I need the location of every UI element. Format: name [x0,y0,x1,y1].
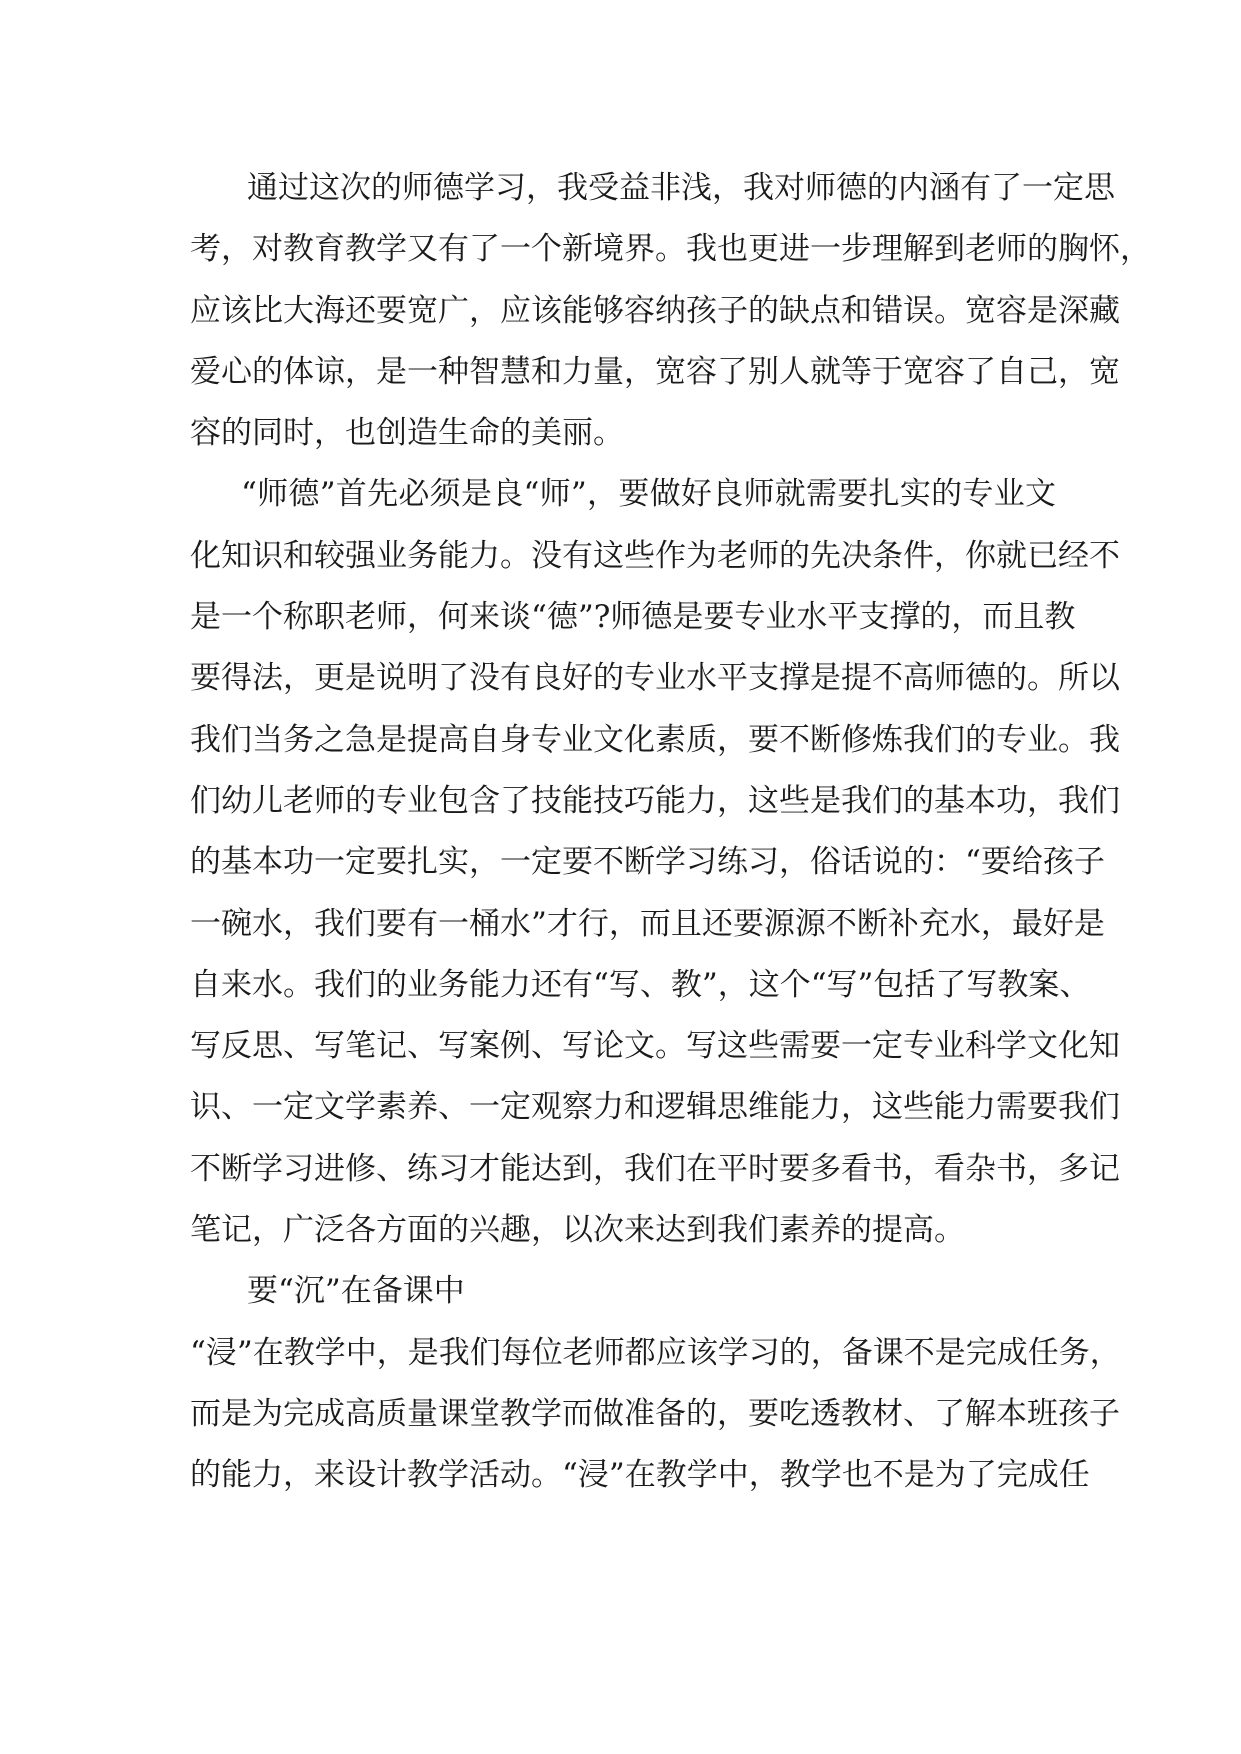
paragraph-1-line-3: 应该比大海还要宽广，应该能够容纳孩子的缺点和错误。宽容是深藏 [190,292,1120,329]
paragraph-4-line-2: 而是为完成高质量课堂教学而做准备的，要吃透教材、了解本班孩子 [190,1395,1120,1432]
paragraph-2-line-6: 们幼儿老师的专业包含了技能技巧能力，这些是我们的基本功，我们 [190,782,1120,819]
paragraph-1-line-1: 通过这次的师德学习，我受益非浅，我对师德的内涵有了一定思 [247,170,1115,206]
paragraph-1-line-2: 考，对教育教学又有了一个新境界。我也更进一步理解到老师的胸怀， [190,231,1151,268]
paragraph-2-line-13: 笔记，广泛各方面的兴趣，以次来达到我们素养的提高。 [190,1212,965,1249]
paragraph-2-line-10: 写反思、写笔记、写案例、写论文。写这些需要一定专业科学文化知 [190,1028,1120,1065]
paragraph-1-line-4: 爱心的体谅，是一种智慧和力量，宽容了别人就等于宽容了自己，宽 [190,353,1120,390]
paragraph-3-heading-line: 要“沉”在备课中 [247,1273,465,1310]
paragraph-4-line-3: 的能力，来设计教学活动。“浸”在教学中，教学也不是为了完成任 [190,1457,1090,1494]
paragraph-2-line-3: 是一个称职老师，何来谈“德”?师德是要专业水平支撑的，而且教 [190,599,1076,636]
paragraph-2-line-1: “师德”首先必须是良“师”，要做好良师就需要扎实的专业文 [241,476,1056,513]
paragraph-4-line-1: “浸”在教学中，是我们每位老师都应该学习的，备课不是完成任务， [190,1334,1121,1371]
paragraph-2-line-9: 自来水。我们的业务能力还有“写、教”，这个“写”包括了写教案、 [190,966,1091,1003]
paragraph-2-line-4: 要得法，更是说明了没有良好的专业水平支撑是提不高师德的。所以 [190,660,1120,697]
paragraph-2-line-12: 不断学习进修、练习才能达到，我们在平时要多看书，看杂书，多记 [190,1150,1120,1187]
paragraph-2-line-8: 一碗水，我们要有一桶水”才行，而且还要源源不断补充水，最好是 [190,905,1105,942]
paragraph-1-line-5: 容的同时，也创造生命的美丽。 [190,415,624,452]
paragraph-2-line-2: 化知识和较强业务能力。没有这些作为老师的先决条件，你就已经不 [190,537,1120,574]
document-body [190,158,1151,1507]
paragraph-2-line-7: 的基本功一定要扎实，一定要不断学习练习，俗话说的：“要给孩子 [190,844,1105,881]
paragraph-2-line-5: 我们当务之急是提高自身专业文化素质，要不断修炼我们的专业。我 [190,721,1120,758]
paragraph-2-line-11: 识、一定文学素养、一定观察力和逻辑思维能力，这些能力需要我们 [190,1089,1120,1126]
